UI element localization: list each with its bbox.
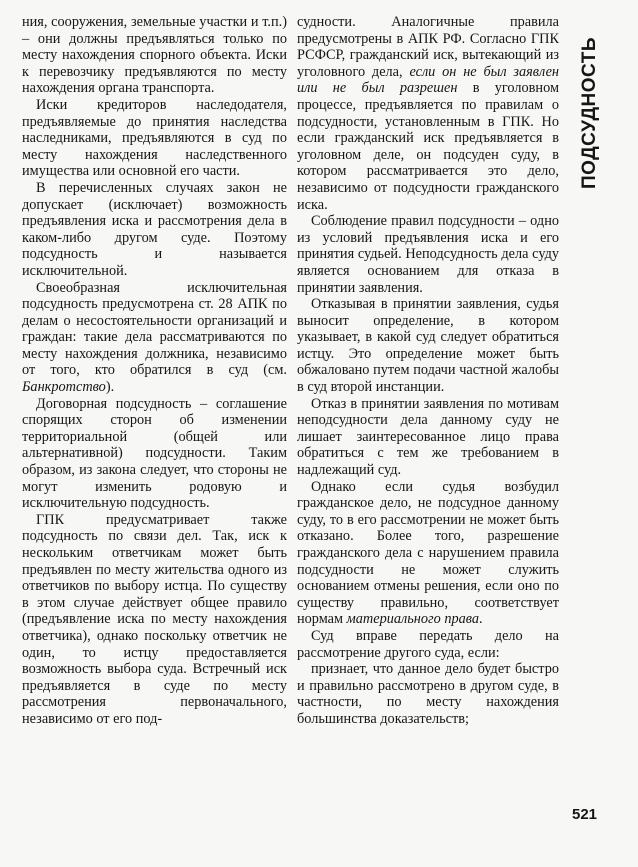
paragraph: Договорная подсудность – соглашение спорящих сторон об изменении территориальной (общей или альтернативной) подсудности. Таким образом, из закона следует, что стороны не могут изменить родовую и исключительную подсудность. [22,395,287,512]
text-run: . [479,611,483,628]
text-run: судности. Аналогичные правила предусмотрены в АПК РФ. Согласно ГПК РСФСР, гражданский иск, вытекающий из уголовного дела, [297,14,559,80]
paragraph [297,479,559,628]
text-run: ). [105,379,115,396]
paragraph: В перечисленных случаях закон не допускает (исключает) возможность предъявления иска и рассмотрения дела в каком-либо другом суде. Поэтому подсудность и называется исключительной. [22,179,287,279]
left-column [22,14,287,728]
paragraph: Отказ в принятии заявления по мотивам неподсудности дела данному суду не лишает заинтересованное лицо права обратиться с тем же требованием в надлежащий суд. [297,395,559,479]
cross-reference: Банкротство [22,379,106,396]
paragraph: ния, сооружения, земельные участки и т.п.) – они должны предъявляться только по месту нахождения спорного объекта. Иски к перевозчику предъявляются по месту нахождения органа транспорта. [22,14,287,97]
right-column [297,14,559,728]
emphasis: если он не был заявлен или не был разрешен [297,63,560,97]
paragraph: Иски кредиторов наследодателя, предъявляемые до принятия наследства наследниками, предъявляются в суд по месту нахождения наследственного имущества или основной его части. [22,96,287,180]
text-run: Своеобразная исключительная подсудность предусмотрена ст. 28 АПК по делам о несостоятельности организаций и граждан: такие дела рассматриваются по месту нахождения должника, независимо от того, кто обратился в суд (см. [22,279,287,379]
paragraph: ГПК предусматривает также подсудность по связи дел. Так, иск к нескольким ответчикам может быть предъявлен по месту жительства одного из ответчиков по выбору истца. По существу в этом случае действует общее правило (предъявление иска по месту нахождения ответчика), однако поскольку ответчик не один, то истцу предоставляется возможность выбора суда. Встречный иск предъявляется в суде по месту рассмотрения первоначального, независимо от его под- [22,511,287,727]
text-run: в уголовном процессе, предъявляется по правилам о подсудности, установленным в ГПК. Но если гражданский иск предъявляется в уголовном деле, он подсуден суду, в котором рассматривается это дело, независимо от подсудности гражданского иска. [297,80,559,213]
text-run: Однако если судья возбудил гражданское дело, не подсудное данному суду, то в его рассмотрении не может быть отказано. Более того, разрешение гражданского дела с нарушением правила подсудности не может служить основанием отмены решения, если оно по существу правильно, соответствует нормам [297,478,559,628]
paragraph: Соблюдение правил подсудности – одно из условий предъявления иска и его принятия судьей. Неподсудность дела суду является основанием для отказа в принятии заявления. [297,213,559,296]
paragraph [22,280,287,396]
running-head [570,18,610,208]
paragraph: Отказывая в принятии заявления, судья выносит определение, в котором указывает, в какой суд следует обратиться истцу. Это определение может быть обжаловано путем подачи частной жалобы в суд второй инстанции. [297,296,559,396]
paragraph: признает, что данное дело будет быстро и правильно рассмотрено в другом суде, в частности, по месту нахождения большинства доказательств; [297,661,559,727]
running-head-text: ПОДСУДНОСТЬ [579,36,600,190]
paragraph: Суд вправе передать дело на рассмотрение другого суда, если: [297,627,559,661]
page-number: 521 [572,806,598,823]
cross-reference: материального права [346,611,480,628]
paragraph [297,14,559,213]
